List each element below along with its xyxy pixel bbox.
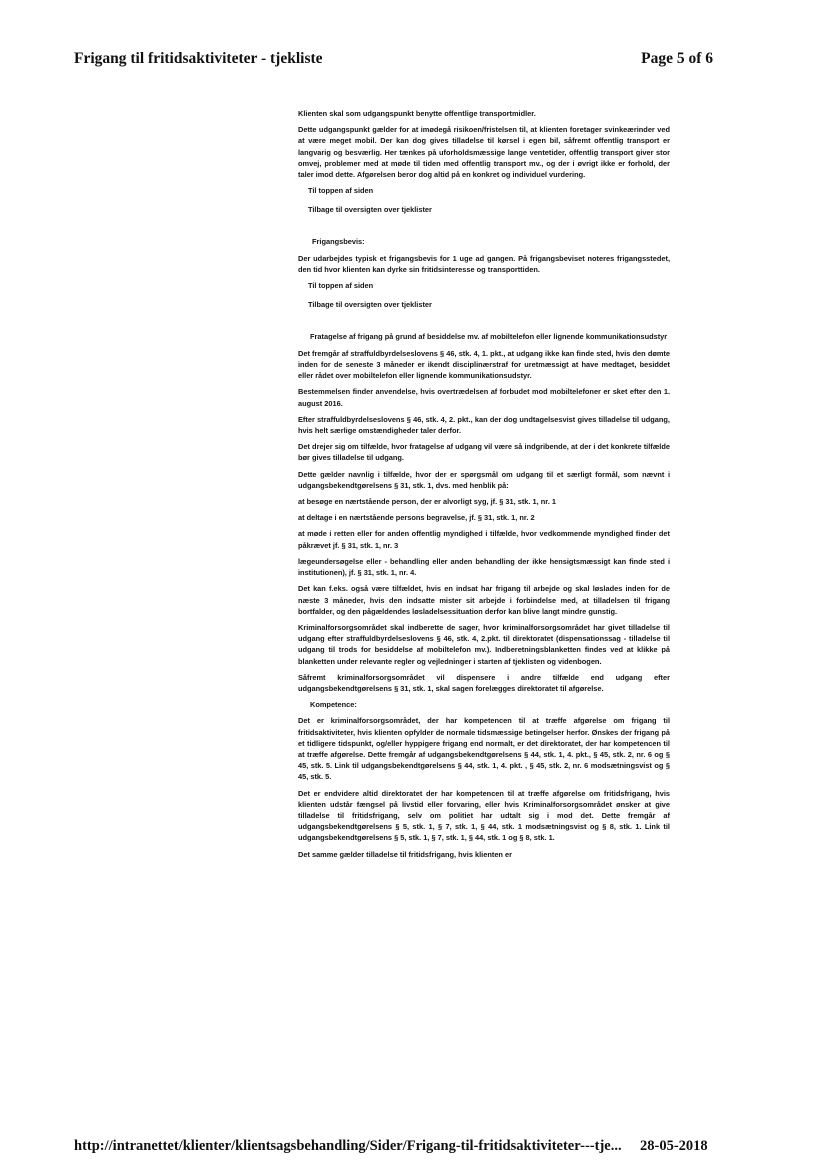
spacer	[298, 319, 670, 331]
paragraph: Kriminalforsorgsområdet skal indberette de sager, hvor kriminalforsorgsområdet har givet tilladelse til udgang efter straffuldbyrdelseslovens § 46, stk. 4, 2.pkt. til direktoratet (dispensationssag - tilladelse til udgang til trods for besiddelse af mobiltelefon mv.). Indberetningsblanketten findes ved at klikke på blanketten under relevante regler og vejledninger i starten af tjeklisten og videnbogen.	[298, 622, 670, 666]
paragraph: Klienten skal som udgangspunkt benytte offentlige transportmidler.	[298, 109, 536, 118]
paragraph: Dette udgangspunkt gælder for at imødegå risikoen/fristelsen til, at klienten foretager svinkeærinder ved at være meget mobil. Der kan dog gives tilladelse til kørsel i egen bil, såfremt offentlig transport er langvarig og besværlig. Her tænkes på uforholdsmæssige lange ventetider, offentlig transport giver stor omvej, problemer med at møde til tiden med offentlig transport mv., og der i øvrigt ikke er forhold, der taler imod dette. Afgørelsen beror dog altid på en konkret og individuel vurdering.	[298, 125, 670, 180]
paragraph: at møde i retten eller for anden offentlig myndighed i tilfælde, hvor vedkommende myndighed finder det påkrævet jf. § 31, stk. 1, nr. 3	[298, 529, 670, 550]
paragraph: Det er endvidere altid direktoratet der har kompetencen til at træffe afgørelse om fritidsfrigang, hvis klienten udstår fængsel på livstid eller forvaring, eller hvis Kriminalforsorgsområdet ønsker at give tilladelse til fritidsfrigang, selv om politiet har udtalt sig i mod det. Dette fremgår af udgangsbekendtgørelsens § 5, stk. 1, § 7, stk. 1, § 44, stk. 1 modsætningsvist og § 8, stk. 1. Link til udgangsbekendtgørelsens § 5, stk. 1, § 7, stk. 1, § 44, stk. 1 og § 8, stk. 1.	[298, 788, 670, 843]
section-heading-kompetence: Kompetence:	[310, 700, 357, 710]
paragraph: at deltage i en nærtstående persons begravelse, jf. § 31, stk. 1, nr. 2	[298, 513, 535, 523]
paragraph: Det drejer sig om tilfælde, hvor fratagelse af udgang vil være så indgribende, at der i det konkrete tilfælde bør gives tilladelse til udgang.	[298, 442, 670, 463]
section-heading-fratagelse: Fratagelse af frigang på grund af besiddelse mv. af mobiltelefon eller lignende kommunikationsudstyr	[310, 331, 668, 341]
section-heading-frigangsbevis: Frigangsbevis:	[312, 236, 365, 246]
header-title: Frigang til fritidsaktiviteter - tjekliste	[74, 50, 323, 67]
paragraph: lægeundersøgelse eller - behandling eller anden behandling der ikke hensigtsmæssigt kan finde sted i institutionen), jf. § 31, stk. 1, nr. 4.	[298, 556, 670, 578]
paragraph: Det kan f.eks. også være tilfældet, hvis en indsat har frigang til arbejde og skal løslades inden for de næste 3 måneder, hvis den indsatte mister sit arbejde i forbindelse med, at tilladelsen til frigang bortfalder, og den pågældendes løsladelsessituation derfor kan blive langt mindre gunstig.	[298, 584, 670, 616]
paragraph: Det er kriminalforsorgsområdet, der har kompetencen til at træffe afgørelse om frigang til fritidsaktiviteter, hvis klienten opfylder de normale tidsmæssige betingelser herfor. Ønskes der frigang på et tidligere tidspunkt, og/eller hyppigere frigang end normalt, er det direktoratet, der har kompetencen til at træffe afgørelse. Dette fremgår af udgangsbekendtgørelsens § 44, stk. 1, 4. pkt., § 45, stk. 2, nr. 6 og § 45, stk. 5. Link til udgangsbekendtgørelsens § 44, stk. 1, 4. pkt. , § 45, stk. 2, nr. 6 modsætningsvist og § 45, stk. 5.	[298, 716, 670, 782]
paragraph: Efter straffuldbyrdelseslovens § 46, stk. 4, 2. pkt., kan der dog undtagelsesvist gives tilladelse til udgang, hvis helt særlige omstændigheder taler derfor.	[298, 414, 670, 436]
link-to-top[interactable]: Til toppen af siden	[308, 186, 374, 196]
paragraph: Det samme gælder tilladelse til fritidsfrigang, hvis klienten er	[298, 849, 512, 859]
paragraph: Der udarbejdes typisk et frigangsbevis for 1 uge ad gangen. På frigangsbeviset noteres frigangsstedet, den tid hvor klienten kan dyrke sin fritidsinteresse og transporttiden.	[298, 253, 670, 275]
paragraph: Det fremgår af straffuldbyrdelseslovens § 46, stk. 4, 1. pkt., at udgang ikke kan finde sted, hvis den dømte inden for de seneste 3 måneder er ikendt disciplinærstraf for uretmæssigt at have medtaget, besiddet eller rådet over mobiltelefon eller lignende kommunikationsudstyr.	[298, 348, 670, 381]
footer-date: 28-05-2018	[640, 1138, 708, 1154]
page-number: Page 5 of 6	[641, 50, 713, 67]
paragraph: Dette gælder navnlig i tilfælde, hvor der er spørgsmål om udgang til et særligt formål, som nævnt i udgangsbekendtgørelsens § 31, stk. 1, dvs. med henblik på:	[298, 469, 670, 490]
paragraph: Bestemmelsen finder anvendelse, hvis overtrædelsen af forbudet mod mobiltelefoner er sket efter den 1. august 2016.	[298, 387, 670, 408]
footer-url: http://intranettet/klienter/klientsagsbehandling/Sider/Frigang-til-fritidsaktiviteter---tje...	[74, 1138, 622, 1154]
link-back-to-overview[interactable]: Tilbage til oversigten over tjeklister	[308, 300, 432, 310]
link-to-top[interactable]: Til toppen af siden	[308, 281, 374, 291]
spacer	[298, 224, 670, 236]
paragraph: Såfremt kriminalforsorgsområdet vil dispensere i andre tilfælde end udgang efter udgangsbekendtgørelsens § 31, stk. 1, skal sagen forelægges direktoratet til afgørelse.	[298, 672, 670, 693]
link-back-to-overview[interactable]: Tilbage til oversigten over tjeklister	[308, 205, 432, 215]
paragraph: at besøge en nærtstående person, der er alvorligt syg, jf. § 31, stk. 1, nr. 1	[298, 497, 556, 507]
document-body	[298, 108, 670, 865]
